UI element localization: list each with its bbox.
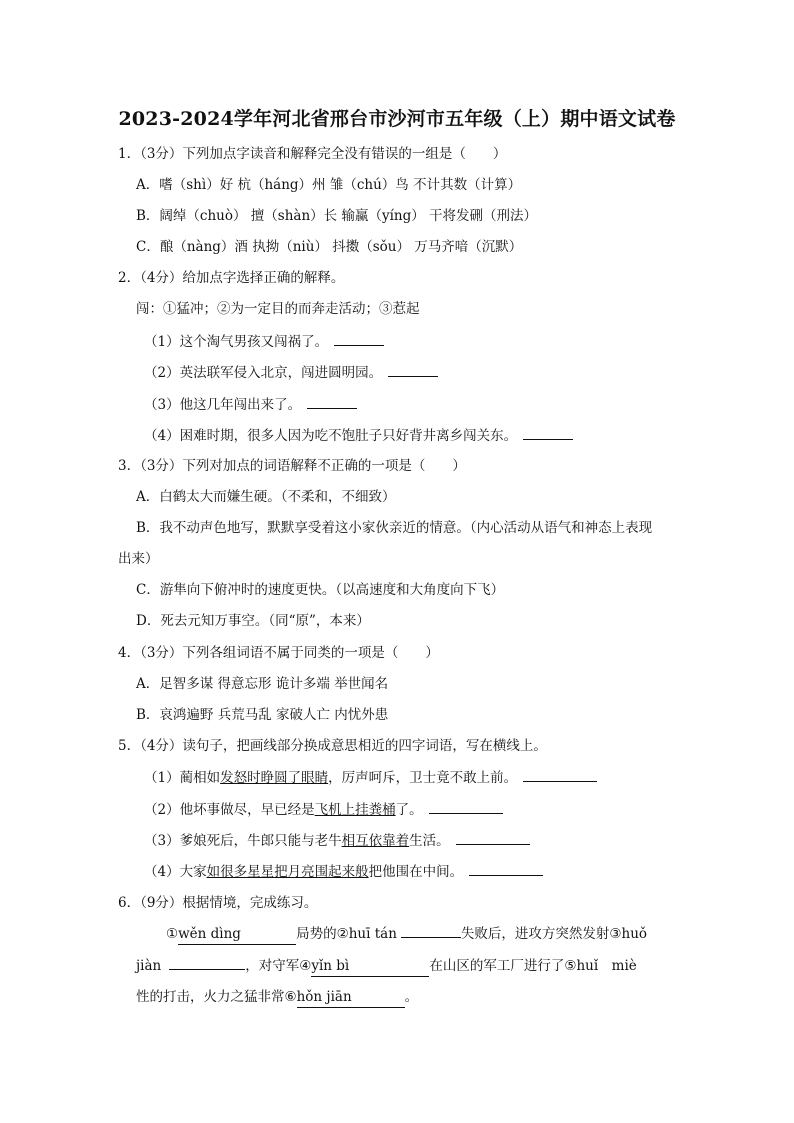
question-2-sentence-1: （1）这个淘气男孩又闯祸了。 [144, 331, 384, 352]
pinyin-blank-3[interactable] [169, 969, 245, 970]
pinyin-blank-4[interactable]: yǐn bì [311, 956, 429, 977]
question-3-option-b-continued: 出来） [118, 551, 159, 567]
question-3-option-a: A．白鹤太大而嫌生硬。（不柔和，不细致） [136, 489, 396, 505]
pinyin-blank-6[interactable]: hǒn jiān [297, 987, 405, 1008]
question-1-option-c: C．酿（nàng）酒 执拗（niù） 抖擞（sǒu） 万马齐喑（沉默） [136, 239, 523, 255]
pinyin-blank-2[interactable] [401, 937, 461, 938]
question-3-option-c: C．游隼向下俯冲时的速度更快。（以高速度和大角度向下飞） [136, 582, 505, 598]
answer-blank[interactable] [469, 861, 543, 876]
question-1-option-a: A．嗜（shì）好 杭（háng）州 雏（chú）鸟 不计其数（计算） [136, 177, 522, 193]
question-5-stem: 5．（4分）读句子，把画线部分换成意思相近的四字词语，写在横线上。 [118, 738, 547, 754]
question-2-sentence-2: （2）英法联军侵入北京，闯进圆明园。 [144, 362, 438, 383]
question-2-stem: 2．（4分）给加点字选择正确的解释。 [118, 270, 345, 286]
question-2-definitions: 闯：①猛冲；②为一定目的而奔走活动；③惹起 [136, 301, 420, 317]
question-3-option-d: D．死去元知万事空。（同“原”，本来） [136, 613, 370, 629]
question-4-option-b: B．哀鸿遍野 兵荒马乱 家破人亡 内忧外患 [136, 707, 389, 723]
question-5-sentence-2: （2）他坏事做尽，早已经是飞机上挂粪桶了。 [144, 799, 503, 820]
question-4-option-a: A．足智多谋 得意忘形 诡计多端 举世闻名 [136, 676, 389, 692]
question-1-stem: 1．（3分）下列加点字读音和解释完全没有错误的一组是（ ） [118, 146, 507, 162]
answer-blank[interactable] [334, 331, 384, 346]
page-title: 2023-2024学年河北省邢台市沙河市五年级（上）期中语文试卷 [118, 108, 676, 130]
pinyin-blank-1[interactable]: wěn dìng [178, 924, 296, 945]
answer-blank[interactable] [456, 830, 530, 845]
question-6-passage-line-2: jiàn ，对守军④yǐn bì 在山区的军工厂进行了⑤huǐ miè [136, 956, 637, 977]
question-6-passage-line-3: 性的打击，火力之猛非常⑥hǒn jiān 。 [136, 987, 418, 1008]
answer-blank[interactable] [523, 425, 573, 440]
question-6-passage-line-1: ①wěn dìng 局势的②huī tán 失败后，进攻方突然发射③huǒ [166, 924, 647, 945]
question-4-stem: 4．（3分）下列各组词语不属于同类的一项是（ ） [118, 645, 439, 661]
question-3-option-b: B．我不动声色地写，默默享受着这小家伙亲近的情意。（内心活动从语气和神态上表现 [136, 520, 653, 536]
question-5-sentence-4: （4）大家如很多星星把月亮围起来般把他围在中间。 [144, 861, 543, 882]
question-1-option-b: B．阔绰（chuò） 擅（shàn）长 输赢（yíng） 干将发硎（刑法） [136, 208, 538, 224]
question-3-stem: 3．（3分）下列对加点的词语解释不正确的一项是（ ） [118, 458, 466, 474]
answer-blank[interactable] [388, 362, 438, 377]
answer-blank[interactable] [307, 394, 357, 409]
question-5-sentence-3: （3）爹娘死后，牛郎只能与老牛相互依靠着生活。 [144, 830, 530, 851]
question-2-sentence-4: （4）困难时期，很多人因为吃不饱肚子只好背井离乡闯关东。 [144, 425, 573, 446]
question-6-stem: 6．（9分）根据情境，完成练习。 [118, 895, 318, 911]
question-5-sentence-1: （1）蔺相如发怒时睁圆了眼睛，厉声呵斥，卫士竟不敢上前。 [144, 767, 597, 788]
answer-blank[interactable] [523, 767, 597, 782]
question-2-sentence-3: （3）他这几年闯出来了。 [144, 394, 357, 415]
answer-blank[interactable] [429, 799, 503, 814]
